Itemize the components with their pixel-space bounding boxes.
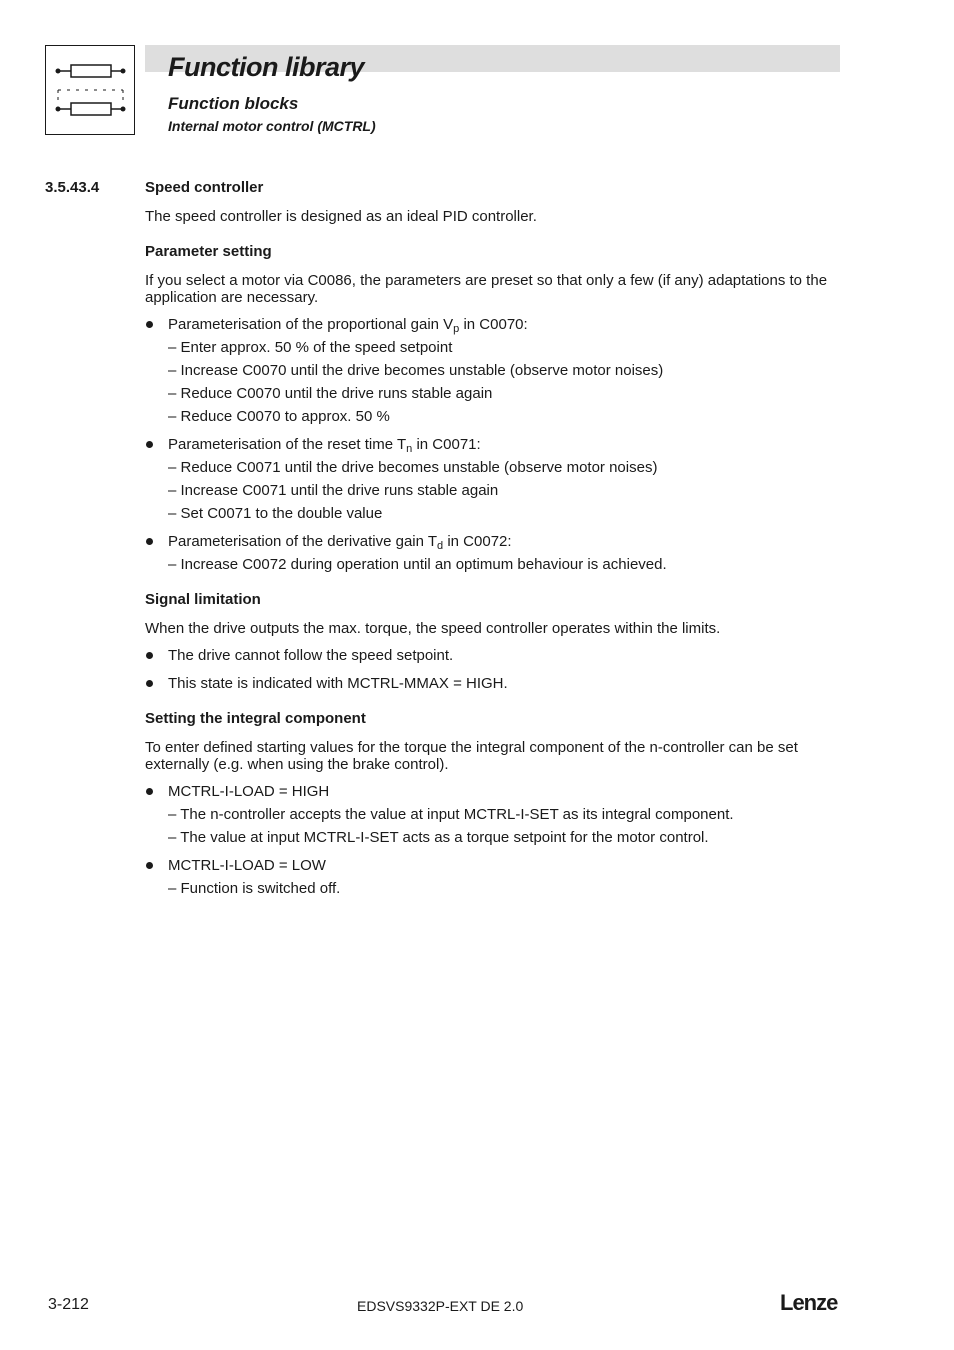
section-intro: The speed controller is designed as an ideal PID controller. — [145, 208, 537, 225]
list-item-text: Parameterisation of the proportional gain V — [168, 316, 454, 333]
dash-item: – The value at input MCTRL-I-SET acts as a torque setpoint for the motor control. — [168, 829, 709, 846]
integral-component-intro: To enter defined starting values for the torque the integral component of the n-controller can be set externally (e.g. when using the brake control). — [145, 739, 798, 773]
list-item-text: Parameterisation of the derivative gain T — [168, 533, 438, 550]
subscript: d — [437, 540, 444, 552]
dash-item: – The n-controller accepts the value at input MCTRL-I-SET as its integral component. — [168, 806, 734, 823]
subscript: p — [453, 323, 460, 335]
signal-limitation-intro: When the drive outputs the max. torque, the speed controller operates within the limits. — [145, 620, 721, 637]
signal-limitation-heading: Signal limitation — [145, 591, 261, 608]
page-subtitle: Function blocks — [168, 94, 299, 113]
list-item — [145, 316, 845, 425]
list-item: This state is indicated with MCTRL-MMAX = HIGH. — [145, 675, 845, 692]
page-title: Function library — [168, 52, 365, 82]
list-item-text: Parameterisation of the reset time T — [168, 436, 407, 453]
list-item-text: in C0070: — [459, 316, 528, 333]
signal-limitation-list — [145, 647, 845, 692]
dash-item: – Reduce C0071 until the drive becomes unstable (observe motor noises) — [168, 459, 658, 476]
dash-item: – Function is switched off. — [168, 880, 341, 897]
subscript: n — [406, 443, 413, 455]
section-title: Speed controller — [145, 179, 264, 196]
integral-component-heading: Setting the integral component — [145, 710, 366, 727]
function-block-icon — [45, 45, 135, 135]
list-item — [145, 783, 845, 846]
page-number: 3-212 — [48, 1296, 89, 1313]
list-item-text: MCTRL-I-LOAD = HIGH — [168, 783, 330, 800]
list-item — [145, 436, 845, 522]
dash-item: – Increase C0070 until the drive becomes unstable (observe motor noises) — [168, 362, 664, 379]
page-subsubtitle: Internal motor control (MCTRL) — [168, 118, 376, 134]
list-item: The drive cannot follow the speed setpoint. — [145, 647, 845, 664]
section-number: 3.5.43.4 — [45, 179, 100, 196]
parameter-setting-heading: Parameter setting — [145, 243, 272, 260]
dash-item: – Reduce C0070 until the drive runs stable again — [168, 385, 493, 402]
list-item — [145, 857, 845, 897]
dash-item: – Set C0071 to the double value — [168, 505, 383, 522]
parameter-setting-intro: If you select a motor via C0086, the parameters are preset so that only a few (if any) adaptations to the application are necessary. — [145, 272, 828, 306]
list-item-text: in C0071: — [412, 436, 481, 453]
parameter-setting-list — [145, 316, 845, 573]
list-item-text: MCTRL-I-LOAD = LOW — [168, 857, 326, 874]
dash-item: – Enter approx. 50 % of the speed setpoint — [168, 339, 453, 356]
dash-item: – Increase C0071 until the drive runs stable again — [168, 482, 499, 499]
brand-logo: Lenze — [780, 1290, 838, 1315]
dash-item: – Increase C0072 during operation until an optimum behaviour is achieved. — [168, 556, 667, 573]
main-content — [145, 179, 845, 897]
integral-component-list — [145, 783, 845, 897]
document-id: EDSVS9332P-EXT DE 2.0 — [357, 1298, 524, 1314]
list-item — [145, 533, 845, 573]
dash-item: – Reduce C0070 to approx. 50 % — [168, 408, 390, 425]
list-item-text: in C0072: — [443, 533, 512, 550]
